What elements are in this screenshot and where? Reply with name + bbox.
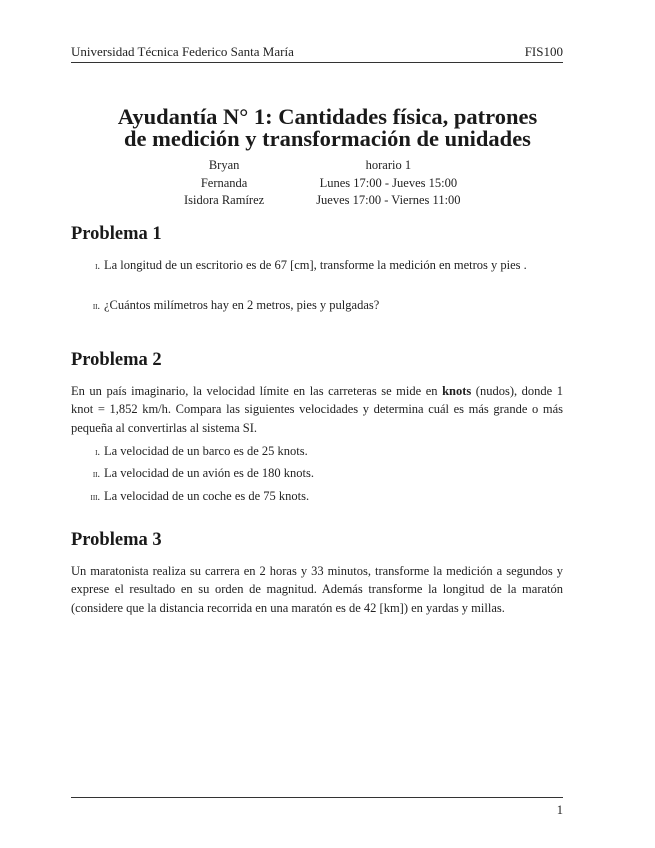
problem-2-heading: Problema 2 [71, 350, 162, 370]
item-number: i. [95, 447, 100, 458]
author-schedule: Jueves 17:00 - Viernes 11:00 [316, 193, 461, 207]
author-schedule: Lunes 17:00 - Jueves 15:00 [319, 175, 458, 190]
item-number: i. [95, 261, 100, 272]
item-text: La velocidad de un barco es de 25 knots. [104, 444, 308, 458]
title-line-2: de medición y transformación de unidades [124, 126, 531, 151]
list-item [71, 258, 563, 273]
title-line-1: Ayudantía N° 1: Cantidades física, patrones [117, 104, 538, 129]
problem-1-heading: Problema 1 [71, 224, 162, 244]
problem-2-intro [71, 382, 563, 437]
intro-bold-term: knots [442, 384, 472, 398]
intro-text: (nudos), donde 1 knot = 1,852 km/h. Compara las siguientes velocidades y determina cuál es más grande o más pequeña al convertirlas al sistema SI. [71, 384, 563, 435]
problem-3-text: Un maratonista realiza su carrera en 2 horas y 33 minutos, transforme la medición a segundos y exprese el resultado en su orden de magnitud. Además transforme la longitud de la maratón (considere que la distancia recorrida en una maratón es de 42 [km]) en yardas y millas. [71, 564, 563, 615]
item-number: ii. [92, 469, 100, 480]
footer-rule [71, 797, 563, 798]
page-number: 1 [556, 803, 563, 817]
item-number: ii. [92, 301, 100, 312]
item-text: La velocidad de un coche es de 75 knots. [104, 489, 310, 503]
author-row [180, 192, 465, 210]
author-row [180, 157, 465, 175]
list-item [71, 489, 563, 504]
list-item [71, 298, 563, 313]
item-text: ¿Cuántos milímetros hay en 2 metros, pies y pulgadas? [104, 298, 380, 312]
author-schedule: horario 1 [365, 158, 412, 172]
header-rule [71, 62, 563, 63]
item-text: La longitud de un escritorio es de 67 [cm], transforme la medición en metros y pies . [104, 258, 527, 272]
list-item [71, 444, 563, 459]
item-text: La velocidad de un avión es de 180 knots. [104, 466, 315, 480]
author-name: Isidora Ramírez [184, 193, 265, 207]
document-title [60, 106, 595, 150]
author-name: Fernanda [200, 175, 248, 190]
problem-3-heading: Problema 3 [71, 530, 162, 550]
author-row [180, 175, 465, 193]
header-course-code: FIS100 [524, 44, 563, 59]
list-item [71, 466, 563, 481]
author-name: Bryan [208, 158, 240, 172]
header-institution: Universidad Técnica Federico Santa María [71, 44, 294, 59]
item-number: iii. [90, 492, 100, 503]
intro-text: En un país imaginario, la velocidad límite en las carreteras se mide en [71, 384, 443, 398]
authors-table [180, 157, 465, 210]
